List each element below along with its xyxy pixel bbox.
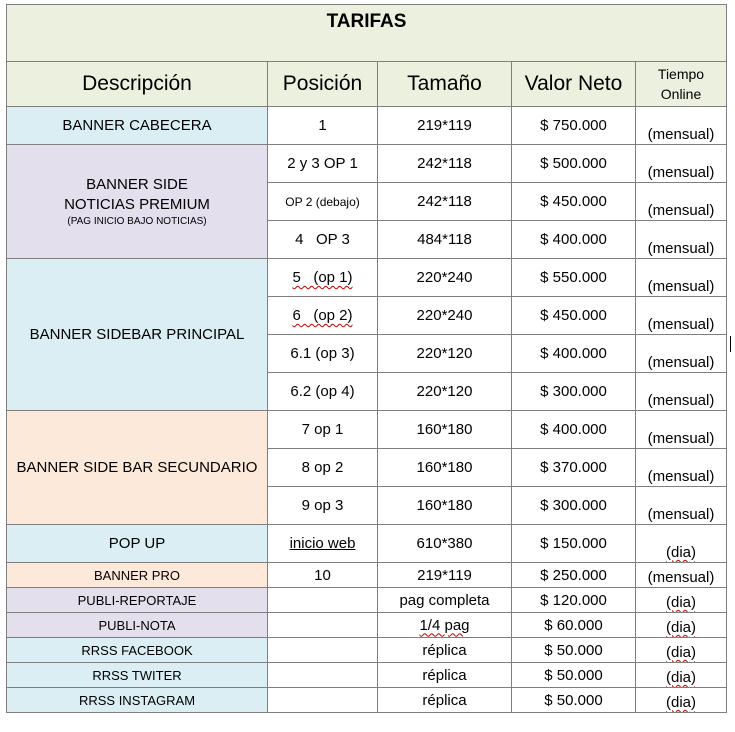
desc-banner-side-premium (7, 145, 268, 259)
cell-valor: $ 120.000 (512, 588, 636, 613)
desc-rrss-twiter: RRSS TWITER (7, 663, 268, 688)
tarifas-table (6, 4, 727, 713)
cell-tamano: 220*120 (378, 335, 512, 373)
cell-posicion: 9 op 3 (268, 487, 378, 525)
cell-valor: $ 450.000 (512, 183, 636, 221)
cell-posicion: 1 (268, 107, 378, 145)
cell-valor: $ 150.000 (512, 525, 636, 563)
cell-valor: $ 750.000 (512, 107, 636, 145)
cell-valor: $ 400.000 (512, 335, 636, 373)
cell-online: (mensual) (636, 107, 727, 145)
cell-valor: $ 300.000 (512, 487, 636, 525)
cell-posicion: inicio web (268, 525, 378, 563)
cell-tamano: 610*380 (378, 525, 512, 563)
cell-online: (mensual) (636, 487, 727, 525)
cell-online: (mensual) (636, 373, 727, 411)
cell-online: (mensual) (636, 259, 727, 297)
cell-online: (mensual) (636, 411, 727, 449)
desc-line2: NOTICIAS PREMIUM (64, 195, 210, 213)
cell-valor: $ 450.000 (512, 297, 636, 335)
cell-valor: $ 60.000 (512, 613, 636, 638)
cell-valor: $ 500.000 (512, 145, 636, 183)
cell-tamano: 242*118 (378, 183, 512, 221)
cell-tamano: 219*119 (378, 563, 512, 588)
table-row (7, 613, 727, 638)
header-tiempo-line1: Tiempo (657, 66, 705, 82)
cell-online: (dia) (636, 688, 727, 713)
cell-online: (mensual) (636, 563, 727, 588)
header-descripcion: Descripción (7, 62, 268, 107)
table-row (7, 525, 727, 563)
cell-tamano: pag completa (378, 588, 512, 613)
cell-online: (dia) (636, 638, 727, 663)
table-row (7, 563, 727, 588)
cell-tamano: 160*180 (378, 487, 512, 525)
desc-rrss-facebook: RRSS FACEBOOK (7, 638, 268, 663)
cell-posicion: 6.2 (op 4) (268, 373, 378, 411)
table-title: TARIFAS (7, 5, 727, 62)
cell-valor: $ 50.000 (512, 663, 636, 688)
text-cursor (730, 336, 731, 352)
cell-posicion (268, 663, 378, 688)
header-tiempo-online (636, 62, 727, 107)
cell-posicion (268, 588, 378, 613)
desc-line1: BANNER SIDE (86, 175, 188, 193)
cell-posicion: OP 2 (debajo) (268, 183, 378, 221)
cell-valor: $ 550.000 (512, 259, 636, 297)
cell-posicion: 10 (268, 563, 378, 588)
desc-banner-sidebar-principal: BANNER SIDEBAR PRINCIPAL (7, 259, 268, 411)
cell-valor: $ 300.000 (512, 373, 636, 411)
cell-posicion: 2 y 3 OP 1 (268, 145, 378, 183)
cell-online: (dia) (636, 525, 727, 563)
cell-tamano: 220*240 (378, 297, 512, 335)
desc-banner-side-bar-secundario: BANNER SIDE BAR SECUNDARIO (7, 411, 268, 525)
cell-tamano: 220*120 (378, 373, 512, 411)
header-posicion: Posición (268, 62, 378, 107)
cell-online: (dia) (636, 588, 727, 613)
cell-tamano: 160*180 (378, 449, 512, 487)
cell-tamano: 484*118 (378, 221, 512, 259)
table-row (7, 259, 727, 297)
desc-line3: (PAG INICIO BAJO NOTICIAS) (67, 215, 207, 227)
cell-valor: $ 370.000 (512, 449, 636, 487)
cell-online: (mensual) (636, 221, 727, 259)
cell-online: (dia) (636, 613, 727, 638)
cell-tamano: réplica (378, 663, 512, 688)
cell-posicion: 6.1 (op 3) (268, 335, 378, 373)
table-row (7, 638, 727, 663)
table-row (7, 588, 727, 613)
cell-posicion (268, 688, 378, 713)
table-row (7, 411, 727, 449)
cell-online: (mensual) (636, 297, 727, 335)
cell-online: (mensual) (636, 145, 727, 183)
cell-posicion: 8 op 2 (268, 449, 378, 487)
table-row (7, 107, 727, 145)
table-row (7, 663, 727, 688)
cell-online: (mensual) (636, 335, 727, 373)
cell-valor: $ 400.000 (512, 221, 636, 259)
cell-online: (mensual) (636, 183, 727, 221)
desc-rrss-instagram: RRSS INSTAGRAM (7, 688, 268, 713)
cell-online: (dia) (636, 663, 727, 688)
cell-posicion (268, 638, 378, 663)
cell-online: (mensual) (636, 449, 727, 487)
cell-tamano: réplica (378, 688, 512, 713)
cell-tamano: 219*119 (378, 107, 512, 145)
header-tamano: Tamaño (378, 62, 512, 107)
cell-valor: $ 50.000 (512, 688, 636, 713)
cell-posicion (268, 613, 378, 638)
table-row (7, 688, 727, 713)
cell-tamano: 220*240 (378, 259, 512, 297)
table-row (7, 145, 727, 183)
desc-publi-reportaje: PUBLI-REPORTAJE (7, 588, 268, 613)
cell-posicion: 6 (op 2) (268, 297, 378, 335)
cell-valor: $ 400.000 (512, 411, 636, 449)
header-tiempo-line2: Online (660, 86, 702, 102)
header-valor-neto: Valor Neto (512, 62, 636, 107)
cell-valor: $ 50.000 (512, 638, 636, 663)
cell-posicion: 5 (op 1) (268, 259, 378, 297)
desc-banner-cabecera: BANNER CABECERA (7, 107, 268, 145)
cell-posicion: 4 OP 3 (268, 221, 378, 259)
cell-tamano: 242*118 (378, 145, 512, 183)
cell-posicion: 7 op 1 (268, 411, 378, 449)
desc-publi-nota: PUBLI-NOTA (7, 613, 268, 638)
desc-banner-pro: BANNER PRO (7, 563, 268, 588)
cell-valor: $ 250.000 (512, 563, 636, 588)
cell-tamano: 1/4 pag (378, 613, 512, 638)
desc-pop-up: POP UP (7, 525, 268, 563)
cell-tamano: 160*180 (378, 411, 512, 449)
cell-tamano: réplica (378, 638, 512, 663)
